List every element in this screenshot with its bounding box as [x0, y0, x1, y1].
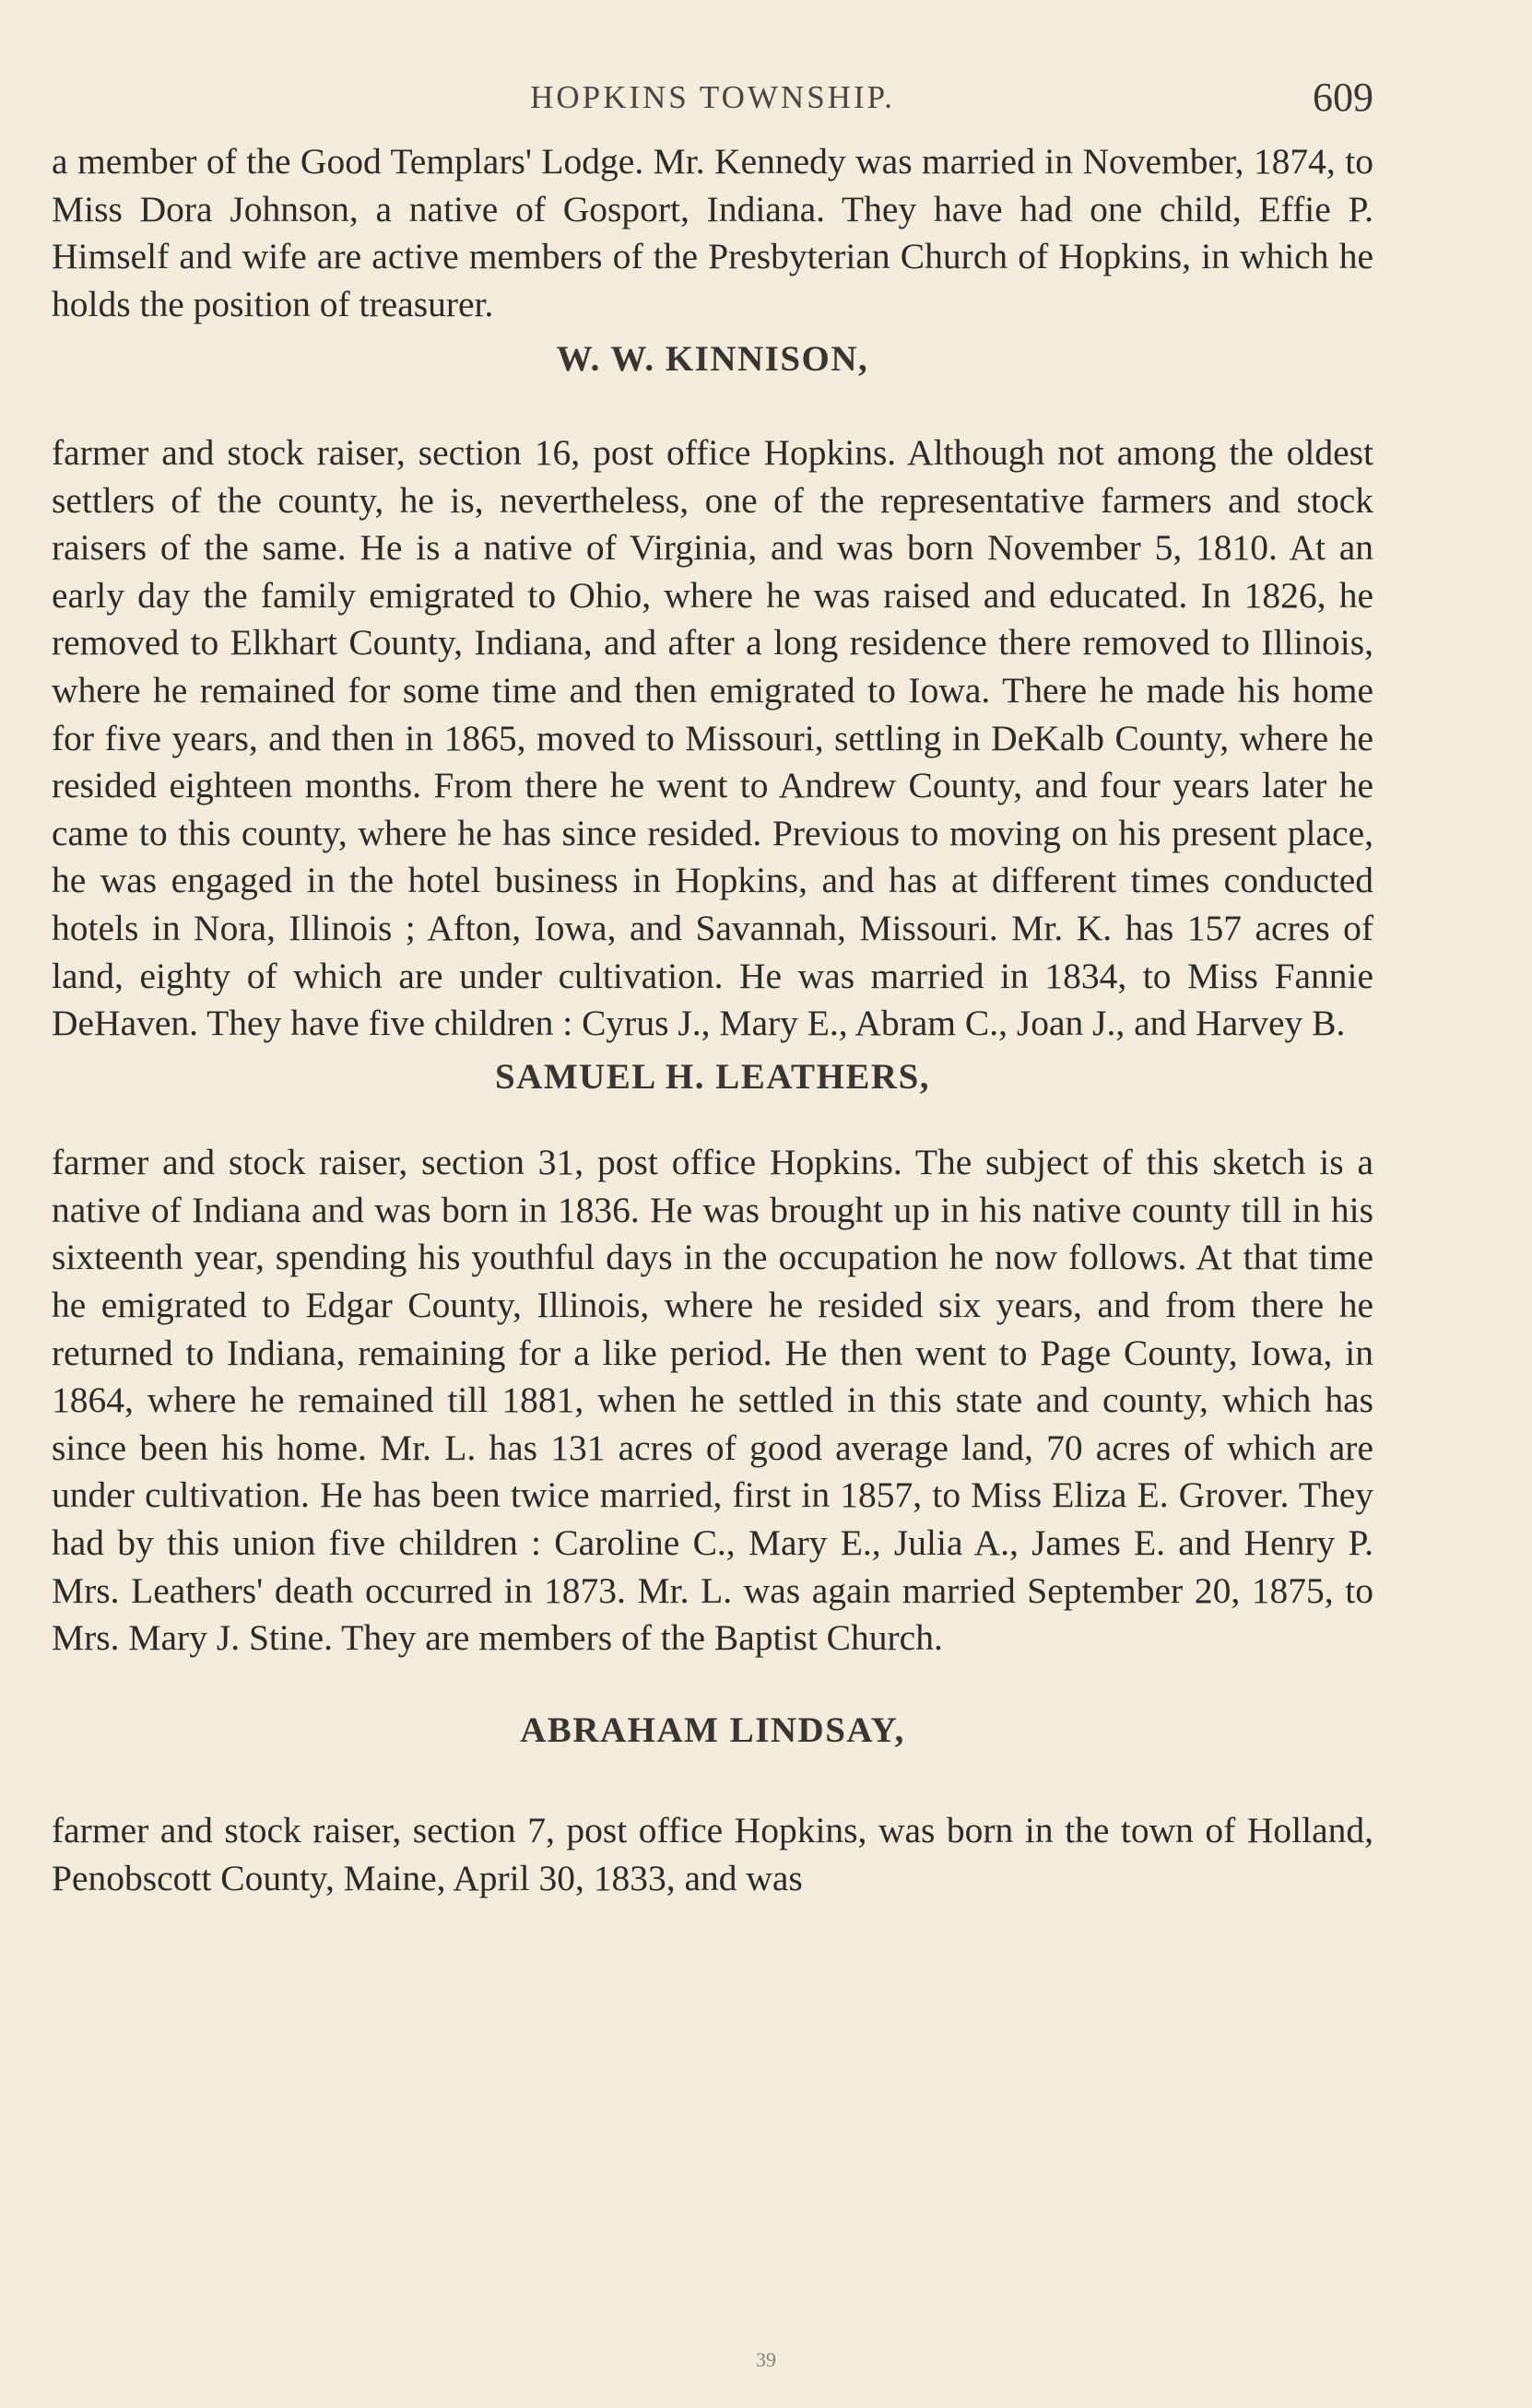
signature-mark: 39: [756, 2348, 776, 2371]
running-title: HOPKINS TOWNSHIP.: [530, 79, 895, 115]
heading-lindsay: ABRAHAM LINDSAY,: [520, 1709, 905, 1750]
paragraph-lindsay: farmer and stock raiser, section 7, post office Hopkins, was born in the town of Holland, Penobscott County, Maine, April 30, 1833, and was: [52, 1810, 1373, 1898]
paragraph-kennedy-continued: a member of the Good Templars' Lodge. Mr. Kennedy was married in November, 1874, to Miss Dora Johnson, a native of Gosport, Indiana. They have had one child, Effie P. Himself and wife are active members of the Presbyterian Church of Hopkins, in which he holds the position of treasurer.: [52, 141, 1373, 324]
paragraph-kinnison: farmer and stock raiser, section 16, post office Hopkins. Although not among the oldest settlers of the county, he is, nevertheless, one of the representative farmers and stock raisers of the same. He is a native of Virginia, and was born November 5, 1810. At an early day the family emigrated to Ohio, where he was raised and educated. In 1826, he removed to Elkhart County, Indiana, and after a long residence there removed to Illinois, where he remained for some time and then emigrated to Iowa. There he made his home for five years, and then in 1865, moved to Missouri, settling in DeKalb County, where he resided eighteen months. From there he went to Andrew County, and four years later he came to this county, where he has since resided. Previous to moving on his present place, he was engaged in the hotel business in Hopkins, and has at different times conducted hotels in Nora, Illinois ; Afton, Iowa, and Savannah, Missouri. Mr. K. has 157 acres of land, eighty of which are under cultivation. He was married in 1834, to Miss Fannie DeHaven. They have five children : Cyrus J., Mary E., Abram C., Joan J., and Harvey B.: [52, 431, 1373, 1044]
running-head: [52, 0, 1373, 138]
body-text: [52, 138, 1373, 1903]
paragraph-leathers: farmer and stock raiser, section 31, post office Hopkins. The subject of this sketch is a native of Indiana and was born in 1836. He was brought up in his native county till in his sixteenth year, spending his youthful days in the occupation he now follows. At that time he emigrated to Edgar County, Illinois, where he resided six years, and from there he returned to Indiana, remaining for a like period. He then went to Page County, Iowa, in 1864, where he remained till 1881, when he settled in this state and county, which has since been his home. Mr. L. has 131 acres of good average land, 70 acres of which are under cultivation. He has been twice married, first in 1857, to Miss Eliza E. Grover. They had by this union five children : Caroline C., Mary E., Julia A., James E. and Henry P. Mrs. Leathers' death occurred in 1873. Mr. L. was again married September 20, 1875, to Mrs. Mary J. Stine. They are members of the Baptist Church.: [52, 1142, 1373, 1659]
heading-leathers: SAMUEL H. LEATHERS,: [494, 1056, 931, 1097]
page-number: 609: [1313, 75, 1373, 120]
heading-kinnison: W. W. KINNISON,: [556, 339, 869, 380]
